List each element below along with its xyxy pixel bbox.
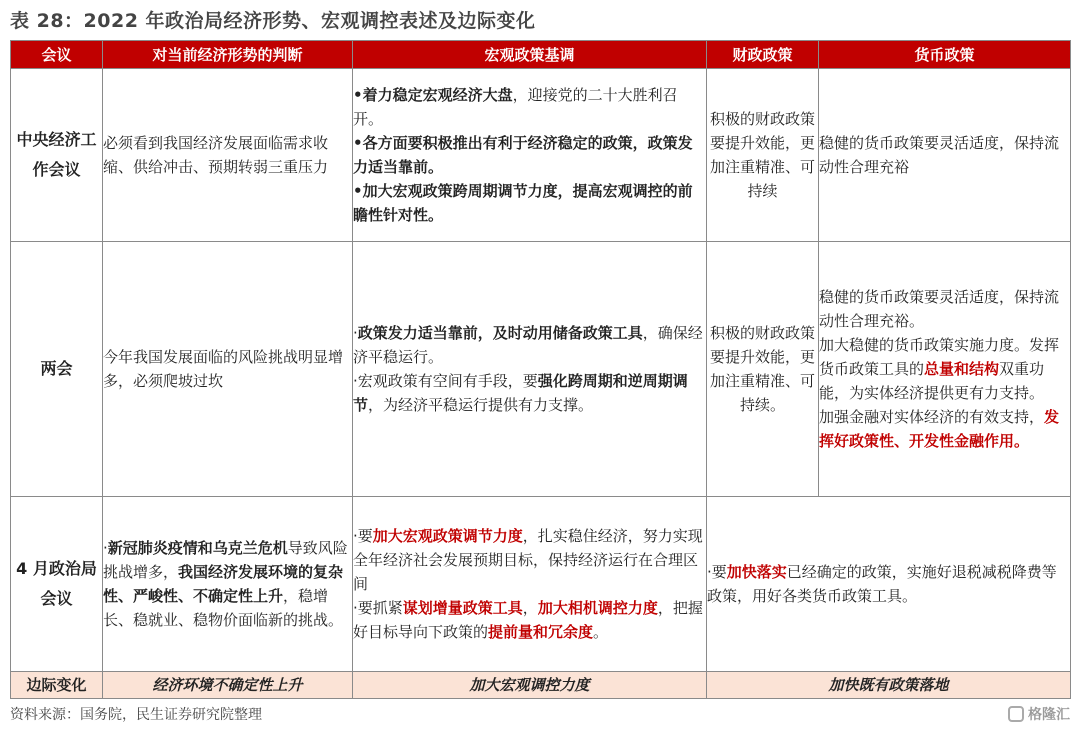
footer-macro: 加大宏观调控力度 — [353, 672, 707, 699]
source-note: 资料来源：国务院，民生证券研究院整理 — [10, 707, 262, 723]
watermark: 格隆汇 — [1008, 704, 1070, 724]
table-row — [11, 242, 1071, 497]
fiscal-cell: 积极的财政政策要提升效能，更加注重精准、可持续 — [707, 69, 819, 242]
monetary-cell: 稳健的货币政策要灵活适度，保持流动性合理充裕。 加大稳健的货币政策实施力度。发挥货币政策工具的总量和结构双重功能，为实体经济提供更有力支持。 加强金融对实体经济的有效支持，发挥好政策性、开发性金融作用。 — [819, 242, 1071, 497]
header-fiscal: 财政政策 — [707, 41, 819, 69]
meeting-name: 两会 — [11, 242, 103, 497]
footer-row — [11, 672, 1071, 699]
footer-label: 边际变化 — [11, 672, 103, 699]
footer-policy: 加快既有政策落地 — [707, 672, 1071, 699]
table-row — [11, 69, 1071, 242]
macro-cell — [353, 242, 707, 497]
macro-point: ·宏观政策有空间有手段，要强化跨周期和逆周期调节，为经济平稳运行提供有力支撑。 — [353, 372, 688, 414]
header-judgement: 对当前经济形势的判断 — [103, 41, 353, 69]
header-row — [11, 41, 1071, 69]
logo-icon — [1008, 706, 1024, 722]
judgement-cell: 必须看到我国经济发展面临需求收缩、供给冲击、预期转弱三重压力 — [103, 69, 353, 242]
header-meeting: 会议 — [11, 41, 103, 69]
meeting-name: 4 月政治局会议 — [11, 497, 103, 672]
fiscal-cell: 积极的财政政策要提升效能，更加注重精准、可持续。 — [707, 242, 819, 497]
header-monetary: 货币政策 — [819, 41, 1071, 69]
monetary-cell: 稳健的货币政策要灵活适度，保持流动性合理充裕 — [819, 69, 1071, 242]
footer-economy: 经济环境不确定性上升 — [103, 672, 353, 699]
macro-point: ·政策发力适当靠前，及时动用储备政策工具，确保经济平稳运行。 — [353, 324, 703, 366]
meeting-name: 中央经济工作会议 — [11, 69, 103, 242]
table-title: 表 28：2022 年政治局经济形势、宏观调控表述及边际变化 — [10, 10, 536, 32]
judgement-cell: ·新冠肺炎疫情和乌克兰危机导致风险挑战增多，我国经济发展环境的复杂性、严峻性、不确定性上升，稳增长、稳就业、稳物价面临新的挑战。 — [103, 497, 353, 672]
table-row — [11, 497, 1071, 672]
fiscal-monetary-cell: ·要加快落实已经确定的政策，实施好退税减税降费等政策，用好各类货币政策工具。 — [707, 497, 1071, 672]
judgement-cell: 今年我国发展面临的风险挑战明显增多，必须爬坡过坎 — [103, 242, 353, 497]
header-macro: 宏观政策基调 — [353, 41, 707, 69]
macro-point: •着力稳定宏观经济大盘，迎接党的二十大胜利召开。 — [353, 86, 678, 128]
policy-table — [10, 40, 1071, 699]
macro-point: •加大宏观政策跨周期调节力度，提高宏观调控的前瞻性针对性。 — [353, 182, 693, 224]
macro-cell — [353, 69, 707, 242]
macro-cell: ·要加大宏观政策调节力度，扎实稳住经济，努力实现全年经济社会发展预期目标，保持经济运行在合理区间 ·要抓紧谋划增量政策工具，加大相机调控力度，把握好目标导向下政策的提前量和冗余度。 — [353, 497, 707, 672]
macro-point: •各方面要积极推出有利于经济稳定的政策，政策发力适当靠前。 — [353, 134, 693, 176]
